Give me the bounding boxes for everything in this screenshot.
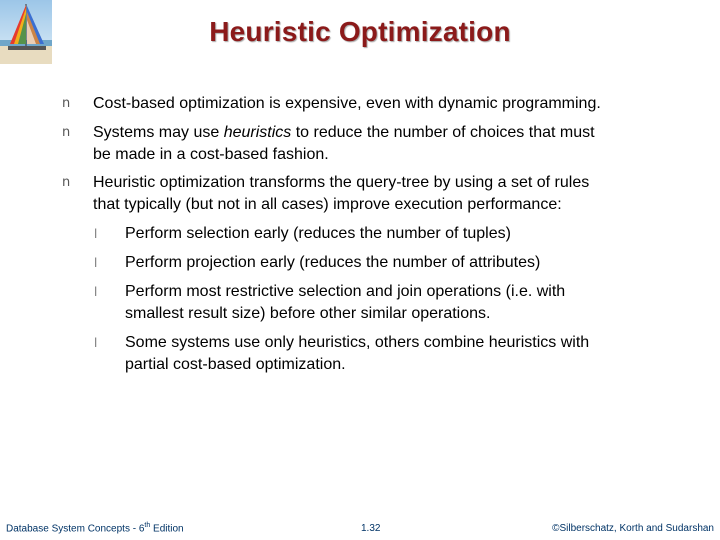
bullet-item: [62, 93, 682, 115]
sub-bullet-marker: l: [94, 285, 98, 299]
bullet-item: [62, 172, 682, 216]
bullet-text: [93, 122, 595, 166]
footer-page-number: 1.32: [361, 523, 381, 534]
bullet-text-after: to reduce the number of choices that must be made in a cost-based fashion.: [93, 124, 595, 163]
bullet-marker: n: [62, 125, 71, 140]
sub-bullet-marker: l: [94, 227, 98, 241]
sub-bullet-item: [94, 223, 694, 245]
footer-book-title-prefix: Database System Concepts - 6: [6, 523, 145, 534]
footer-copyright: ©Silberschatz, Korth and Sudarshan: [552, 523, 714, 534]
sub-bullet-marker: l: [94, 336, 98, 350]
bullet-text: Cost-based optimization is expensive, even with dynamic programming.: [93, 95, 601, 112]
sub-bullet-marker: l: [94, 256, 98, 270]
footer-book-title: [6, 522, 184, 534]
sub-bullet-text: Perform selection early (reduces the number of tuples): [125, 225, 511, 242]
bullet-text: Heuristic optimization transforms the query-tree by using a set of rules that typically (but not in all cases) improve execution performance:: [93, 174, 590, 213]
sub-bullet-item: [94, 332, 694, 376]
bullet-text-italic: heuristics: [223, 124, 292, 141]
bullet-text-before: Systems may use: [93, 124, 224, 141]
sub-bullet-text: Some systems use only heuristics, others combine heuristics with partial cost-based optimization.: [125, 334, 590, 373]
sub-bullet-item: [94, 281, 694, 325]
bullet-marker: n: [62, 175, 71, 190]
sub-bullet-text: Perform projection early (reduces the number of attributes): [125, 254, 541, 271]
bullet-marker: n: [62, 96, 71, 111]
footer-book-title-suffix: Edition: [150, 523, 184, 534]
sub-bullet-text: Perform most restrictive selection and join operations (i.e. with smallest result size) before other similar operations.: [125, 283, 566, 322]
bullet-item: [62, 122, 682, 166]
footer-book-title-sup: th: [144, 521, 151, 529]
slide-title: Heuristic Optimization: [209, 16, 511, 47]
sub-bullet-item: [94, 252, 694, 274]
